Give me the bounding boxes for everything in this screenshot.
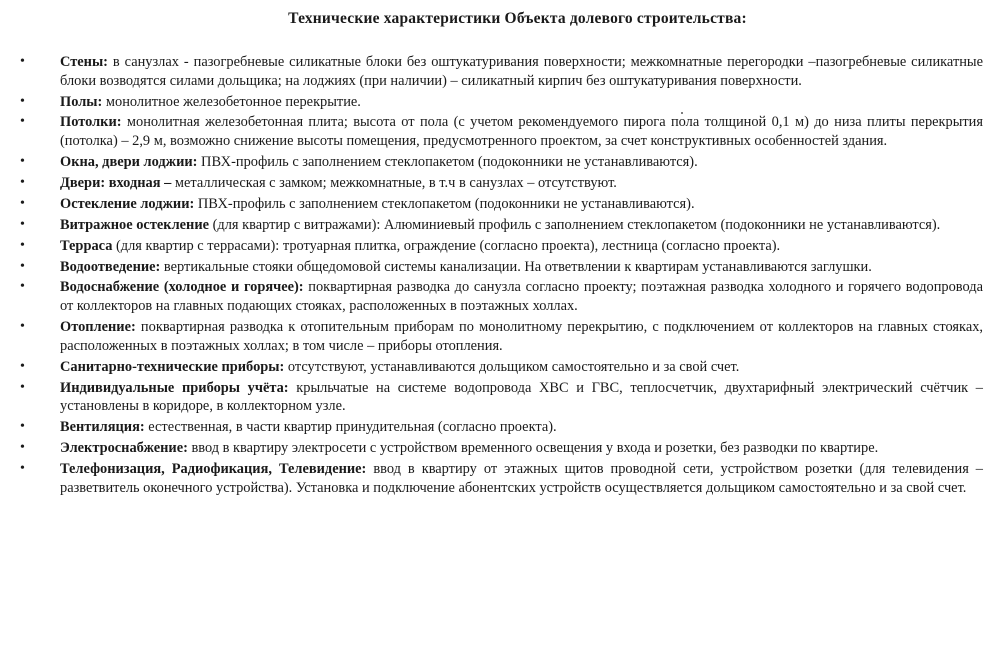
- spec-item-ceilings: [18, 113, 983, 150]
- spec-item-ventilation: [18, 418, 983, 437]
- spec-text: естественная, в части квартир принудительная (согласно проекта).: [144, 419, 557, 436]
- spec-term: Индивидуальные приборы учёта:: [60, 379, 289, 396]
- spec-item-loggia-glazing: [18, 195, 983, 214]
- spec-text: ввод в квартиру электросети с устройством временного освещения у входа и розетки, без разводки по квартире.: [187, 439, 879, 456]
- spec-term: Санитарно-технические приборы:: [60, 358, 285, 375]
- spec-item-walls: [18, 53, 983, 90]
- spec-item-floors: [18, 93, 983, 112]
- bullet-icon: •: [20, 154, 25, 170]
- spec-term: Окна, двери лоджии:: [60, 154, 198, 171]
- spec-term: Остекление лоджии:: [60, 195, 195, 212]
- spec-term: Водоотведение:: [60, 258, 161, 275]
- bullet-icon: •: [20, 460, 25, 476]
- bullet-icon: •: [20, 93, 25, 109]
- bullet-icon: •: [20, 174, 25, 190]
- spec-term: Витражное остекление: [60, 216, 210, 233]
- spec-text: (для квартир с витражами): Алюминиевый профиль с заполнением стеклопакетом (подоконники не устанавливаются).: [209, 216, 941, 233]
- spec-term: Полы:: [60, 93, 103, 110]
- bullet-icon: •: [20, 439, 25, 455]
- bullet-icon: •: [20, 379, 25, 395]
- bullet-icon: •: [20, 319, 25, 335]
- bullet-icon: •: [20, 279, 25, 295]
- specifications-list: [18, 53, 983, 497]
- bullet-icon: •: [20, 54, 25, 69]
- spec-item-water-supply: [18, 278, 983, 315]
- spec-text: в санузлах - пазогребневые силикатные блоки без оштукатуривания поверхности; межкомнатные перегородки –пазогребневые силикатные блоки возводятся силами дольщика; на лоджиях (при наличии) – силикатный кирпич без оштукатуривания поверхности.: [60, 54, 983, 89]
- spec-text: крыльчатые на системе водопровода ХВС и ГВС, теплосчетчик, двухтарифный электрический счётчик – установлены в коридоре, в коллекторном узле.: [60, 379, 984, 415]
- bullet-icon: •: [20, 195, 25, 211]
- spec-text: поквартирная разводка к отопительным приборам по монолитному перекрытию, с подключением от коллекторов на главных стояках, расположенных в поэтажных холлах; в том числе – приборы отопления.: [60, 319, 983, 354]
- spec-text: ПВХ-профиль с заполнением стеклопакетом (подоконники не устанавливаются).: [194, 195, 695, 212]
- spec-term: Вентиляция:: [60, 419, 145, 436]
- spec-text: ввод в квартиру от этажных щитов проводной сети, устройством розетки (для телевидения – разветвитель оконечного устройства). Установка и подключение абонентских устройств осуществляется дольщиком самостоятельно и за свой счет.: [60, 460, 984, 496]
- spec-item-stained-glazing: [18, 216, 983, 235]
- spec-item-sanitary: [18, 358, 983, 377]
- spec-term: Телефонизация, Радиофикация, Телевидение:: [60, 460, 367, 477]
- spec-item-windows: [18, 153, 983, 172]
- spec-term: Отопление:: [60, 319, 136, 336]
- spec-text: металлическая с замком; межкомнатные, в т.ч в санузлах – отсутствуют.: [171, 174, 617, 191]
- bullet-icon: •: [20, 237, 25, 253]
- spec-text: поквартирная разводка до санузла согласно проекту; поэтажная разводка холодного и горячего водопровода от коллекторов на главных подающих стояках, расположенных в поэтажных холлах.: [60, 279, 983, 315]
- spec-item-telecom: [18, 460, 983, 497]
- bullet-icon: •: [20, 114, 25, 130]
- spec-term: Терраса: [60, 237, 113, 254]
- bullet-icon: •: [20, 216, 25, 232]
- bullet-icon: •: [20, 258, 25, 274]
- spec-text: ПВХ-профиль с заполнением стеклопакетом (подоконники не устанавливаются).: [197, 154, 698, 171]
- spec-term: Двери: входная –: [60, 174, 172, 191]
- spec-text: монолитное железобетонное перекрытие.: [102, 93, 361, 110]
- spec-text: монолитная железобетонная плита; высота от пола (с учетом рекомендуемого пирога пола толщиной 0,1 м) до низа плиты перекрытия (потолка) – 2,9 м, возможно снижение высоты помещения, предусмотренного проектом, за счет конструктивных особенностей здания.: [60, 114, 983, 150]
- bullet-icon: •: [20, 419, 25, 435]
- spec-item-doors: [18, 174, 983, 193]
- spec-term: Водоснабжение (холодное и горячее):: [60, 279, 304, 296]
- spec-term: Стены:: [60, 54, 108, 70]
- spec-term: Потолки:: [60, 114, 122, 131]
- spec-term: Электроснабжение:: [60, 439, 188, 456]
- spec-item-drainage: [18, 258, 983, 277]
- spec-item-electricity: [18, 439, 983, 458]
- spec-text: отсутствуют, устанавливаются дольщиком самостоятельно и за свой счет.: [284, 358, 740, 375]
- bullet-icon: •: [20, 358, 25, 374]
- spec-item-meters: [18, 379, 983, 416]
- spec-item-terrace: [18, 237, 983, 256]
- spec-text: (для квартир с террасами): тротуарная плитка, ограждение (согласно проекта), лестница (согласно проекта).: [112, 237, 781, 254]
- document-title: Технические характеристики Объекта долевого строительства:: [288, 10, 747, 27]
- spec-text: вертикальные стояки общедомовой системы канализации. На ответвлении к квартирам устанавливаются заглушки.: [160, 258, 872, 275]
- spec-item-heating: [18, 318, 983, 355]
